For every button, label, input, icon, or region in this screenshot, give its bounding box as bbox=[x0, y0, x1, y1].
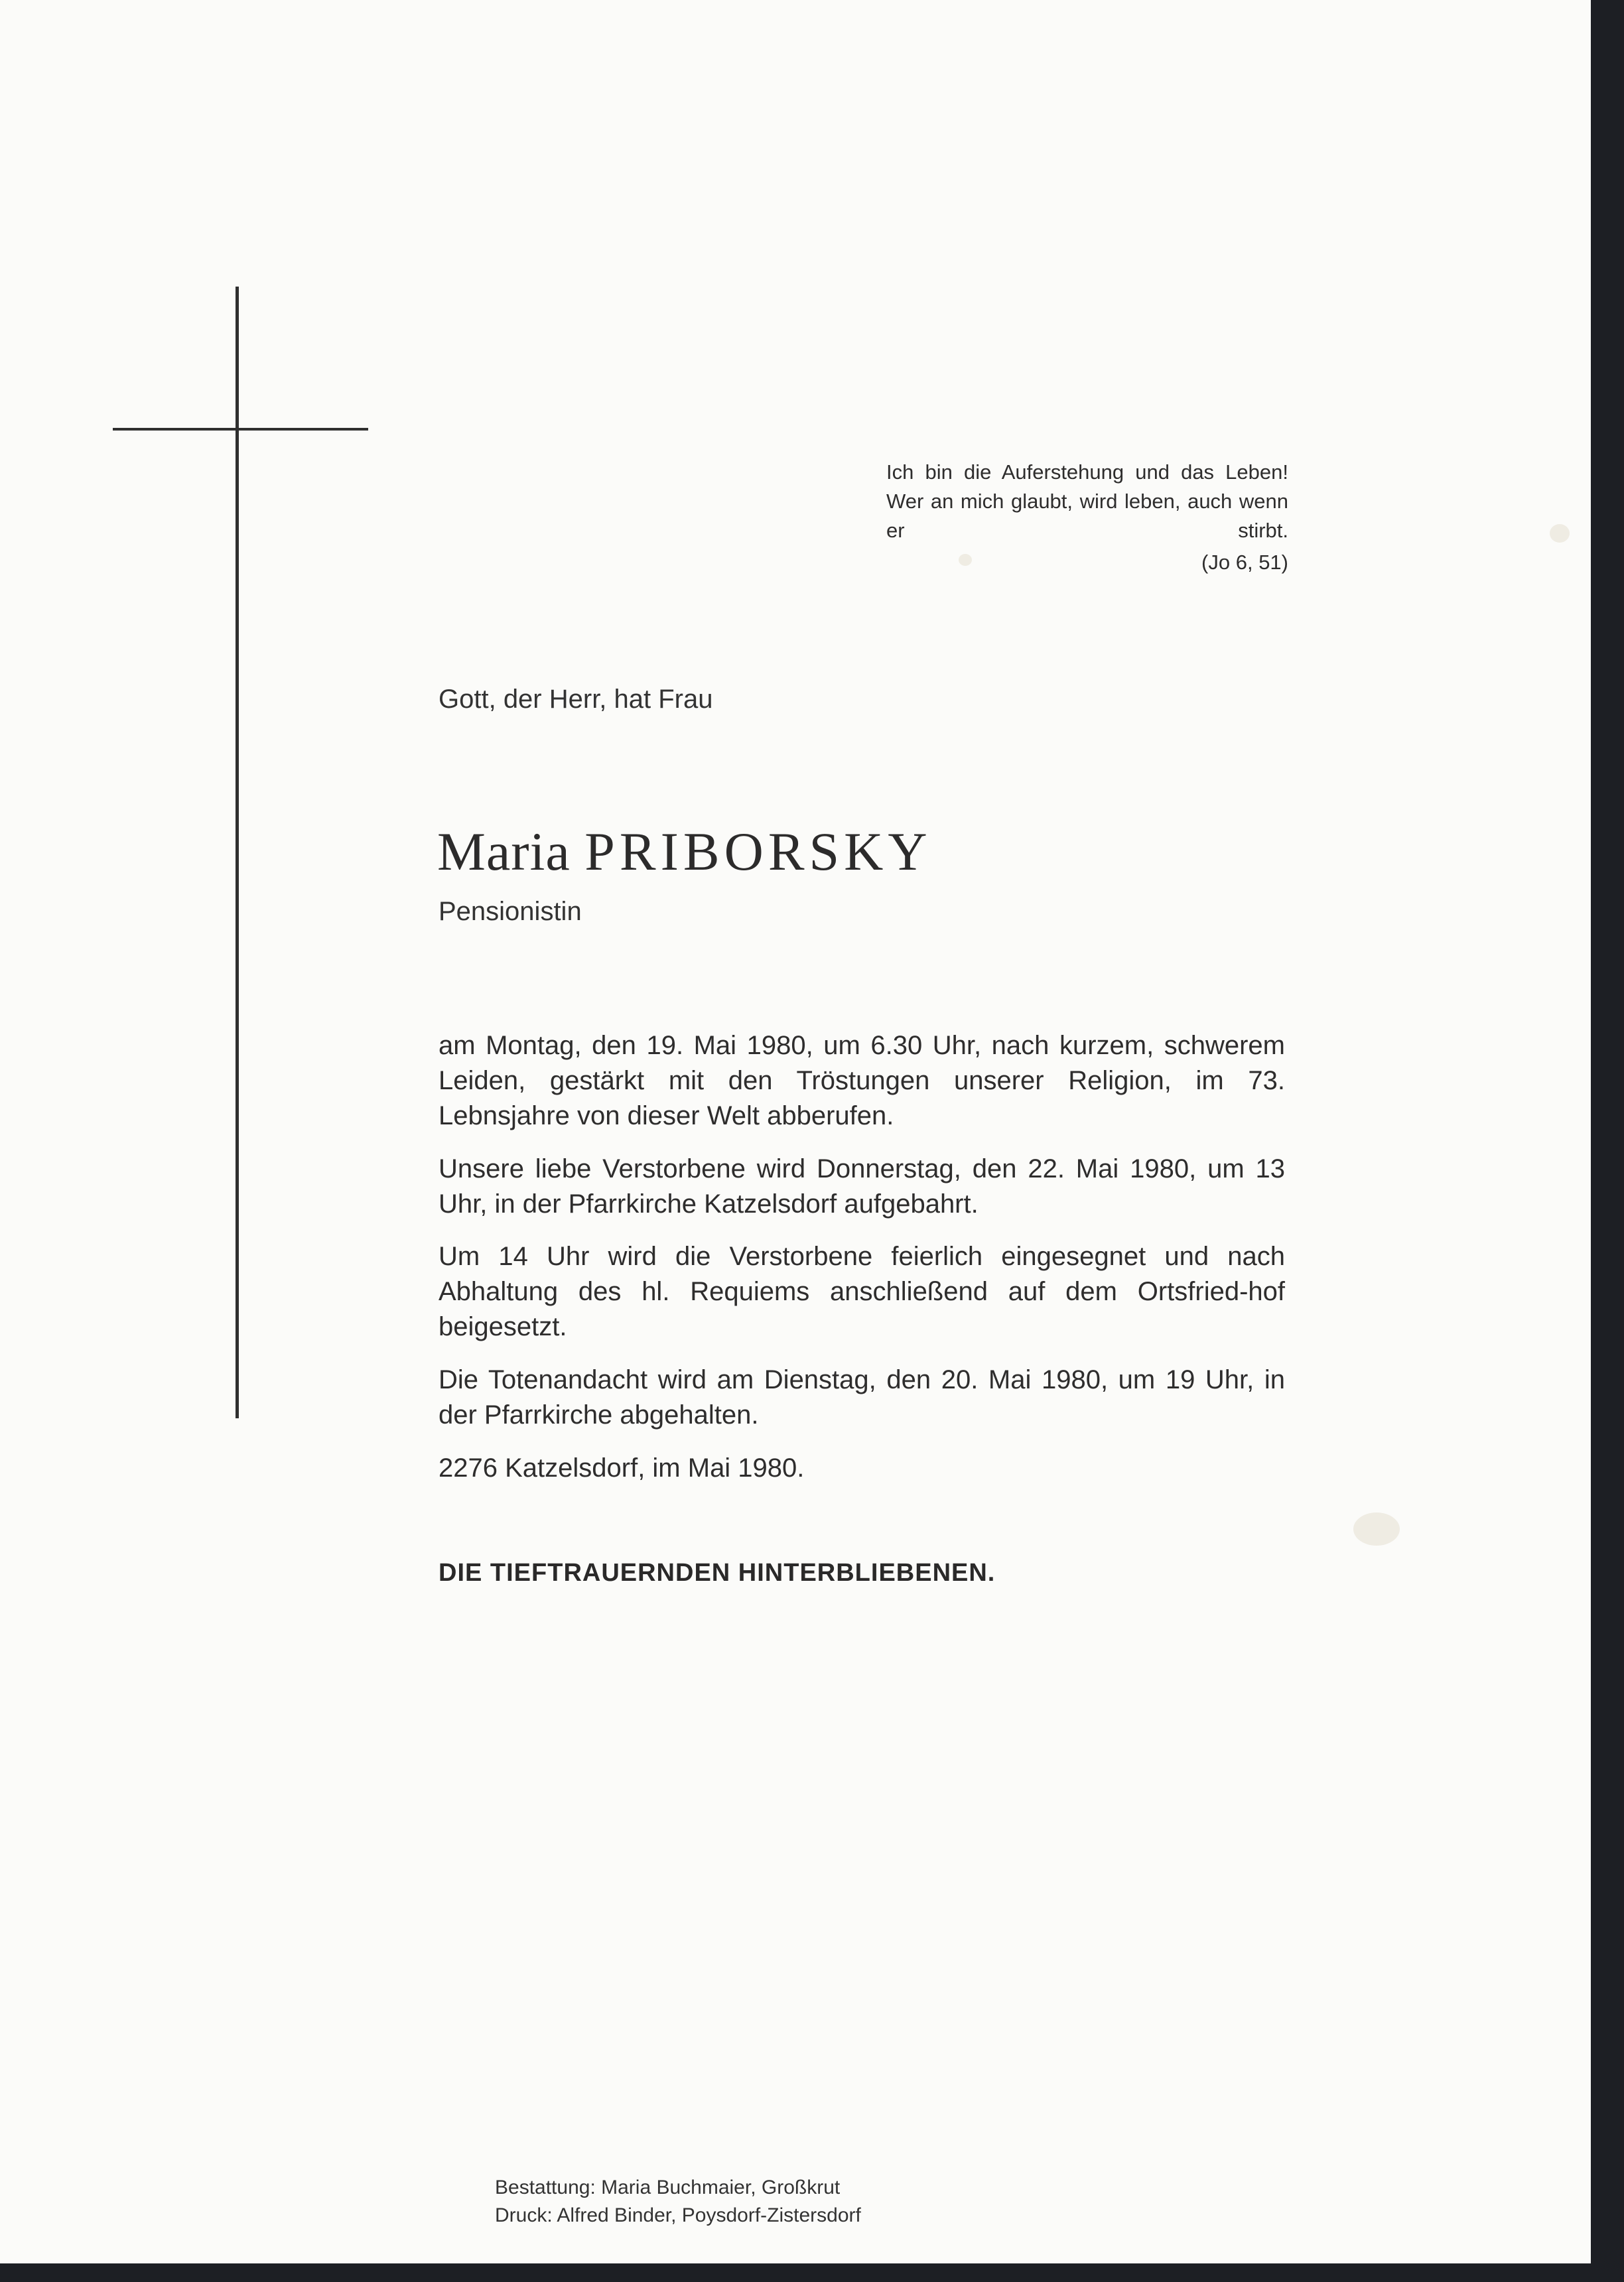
burial-paragraph: Um 14 Uhr wird die Verstorbene feierlich eingesegnet und nach Abhaltung des hl. Requiems anschließend auf dem Ortsfried-hof beigesetzt. bbox=[439, 1242, 1285, 1341]
viewing-paragraph: Unsere liebe Verstorbene wird Donnerstag, den 22. Mai 1980, um 13 Uhr, in der Pfarrkirche Katzelsdorf aufgebahrt. bbox=[439, 1154, 1285, 1219]
place-date: 2276 Katzelsdorf, im Mai 1980. bbox=[439, 1453, 805, 1483]
surname: PRIBORSKY bbox=[584, 821, 932, 882]
cross-icon-horizontal-bar bbox=[113, 428, 368, 431]
occupation: Pensionistin bbox=[439, 897, 582, 926]
deceased-name bbox=[437, 819, 932, 885]
printer-credit: Druck: Alfred Binder, Poysdorf-Zistersdorf bbox=[495, 2204, 861, 2226]
devotion-paragraph: Die Totenandacht wird am Dienstag, den 20. Mai 1980, um 19 Uhr, in der Pfarrkirche abgehalten. bbox=[439, 1365, 1285, 1430]
scan-border-bottom bbox=[0, 2263, 1624, 2282]
funeral-home-credit: Bestattung: Maria Buchmaier, Großkrut bbox=[495, 2177, 841, 2198]
scan-border-right bbox=[1591, 0, 1624, 2282]
intro-line: Gott, der Herr, hat Frau bbox=[439, 685, 713, 714]
paper-stain bbox=[1353, 1512, 1400, 1546]
cross-icon-vertical-bar bbox=[236, 287, 239, 1418]
death-paragraph: am Montag, den 19. Mai 1980, um 6.30 Uhr, nach kurzem, schwerem Leiden, gestärkt mit den Tröstungen unserer Religion, im 73. Lebnsjahre von dieser Welt abberufen. bbox=[439, 1031, 1285, 1130]
first-name: Maria bbox=[437, 821, 571, 882]
bible-reference: (Jo 6, 51) bbox=[1201, 551, 1288, 574]
bible-quote: Ich bin die Auferstehung und das Leben! Wer an mich glaubt, wird leben, auch wenn er stirbt. bbox=[886, 460, 1288, 542]
paper-stain bbox=[1550, 524, 1570, 543]
closing-signature: DIE TIEFTRAUERNDEN HINTERBLIEBENEN. bbox=[439, 1559, 996, 1587]
